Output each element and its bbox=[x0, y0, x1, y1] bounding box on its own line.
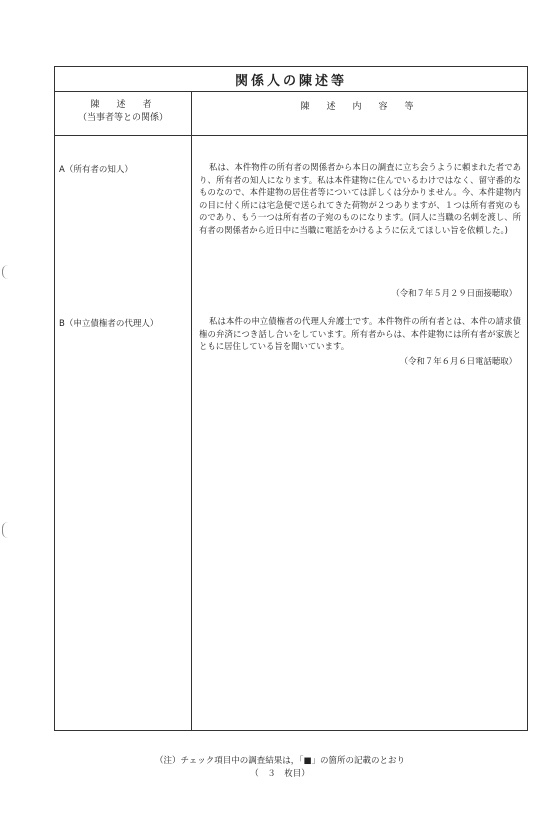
binding-mark-top bbox=[2, 265, 9, 279]
column-divider bbox=[191, 91, 192, 730]
page-number: （ ３ 枚目） bbox=[250, 769, 310, 779]
footer-note: （注）チェック項目中の調査結果は，「■」の箇所の記載のとおり bbox=[154, 756, 406, 766]
binding-mark-bottom bbox=[2, 522, 9, 538]
entry-b-statement: 私は本件の申立債権者の代理人弁護士です。本件物件の所有者とは、本件の請求債権の弁済につき話し合いをしています。所有者からは、本件建物には所有者が家族とともに居住している旨を聞いています。 bbox=[199, 316, 521, 352]
speaker-header-label: 陳 述 者 bbox=[90, 100, 156, 110]
content-header-label: 陳 述 内 容 等 bbox=[300, 102, 418, 112]
table-header-row bbox=[55, 91, 527, 136]
entry-a-label: A（所有者の知人） bbox=[59, 165, 133, 175]
entry-a-source: （令和７年５月２９日面接聴取） bbox=[391, 288, 517, 298]
speaker-header-sublabel: （当事者等との関係） bbox=[77, 113, 168, 123]
page-title: 関係人の陳述等 bbox=[234, 73, 347, 89]
statement-table bbox=[54, 66, 528, 731]
title-row bbox=[55, 67, 527, 92]
entry-b-source: （令和７年６月６日電話聴取） bbox=[399, 356, 517, 366]
entry-b-label: B（申立債権者の代理人） bbox=[59, 319, 159, 329]
speaker-header bbox=[55, 99, 191, 125]
entry-a-statement: 私は、本件物件の所有者の関係者から本日の調査に立ち会うように頼まれた者であり、所有者の知人になります。私は本件建物に住んでいるわけではなく、留守番的なものなので、本件建物の居住者等については詳しくは分かりません。今、本件建物内の目に付く所には宅急便で送られてきた荷物が２つありますが、１つは所有者宛のものであり、もう一つは所有者の子宛のものになります。(同人に当職の名刺を渡し、所有者の関係者から近日中に当職に電話をかけるように伝えてほしい旨を依頼した。) bbox=[199, 162, 521, 235]
